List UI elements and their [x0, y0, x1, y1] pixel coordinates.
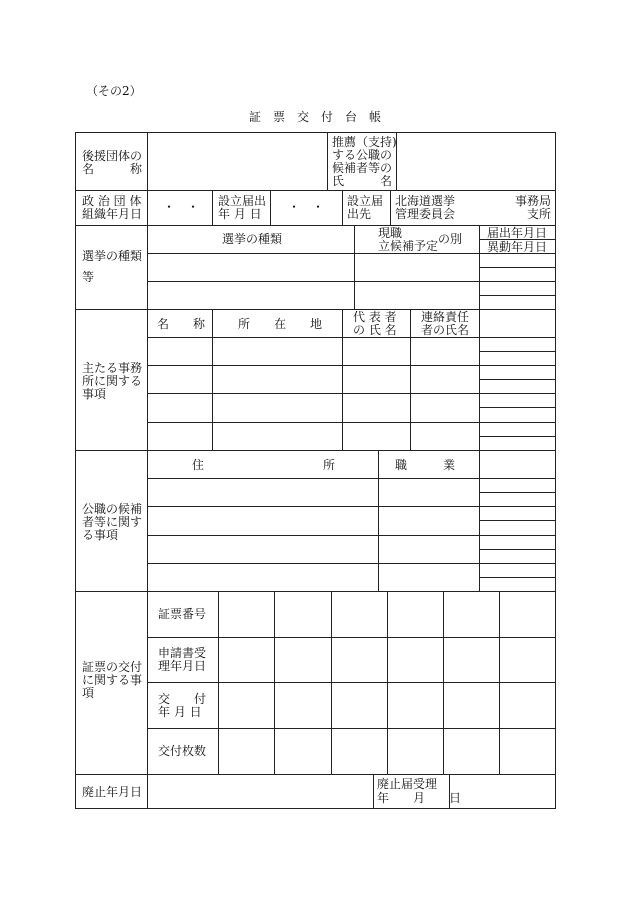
row2-line-c [342, 190, 343, 225]
candidate-row-4 [147, 563, 479, 564]
office-side-2 [479, 351, 556, 352]
status-header-1: 現職 [378, 226, 403, 240]
certificate-number-label: 証票番号 [158, 607, 207, 621]
address-header-1: 住 [192, 458, 205, 472]
representative-header-2: の 氏 名 [353, 323, 397, 337]
election-row-1 [147, 253, 479, 254]
candidate-side-6 [479, 549, 556, 550]
candidate-label-2: 者等に関す [82, 515, 143, 529]
row1-line-a [327, 132, 328, 190]
candidate-name-label-2: する公職の [332, 148, 393, 162]
office-row-2 [147, 365, 479, 366]
cert-row-1 [147, 637, 556, 638]
receipt-date-label-1: 申請書受 [158, 646, 207, 660]
office-side-4 [479, 379, 556, 380]
filing-date-header: 届出年月日 [487, 226, 548, 240]
cert-row-2 [147, 682, 556, 683]
setup-date-label-1: 設立届出 [218, 194, 267, 208]
form-number: （その2） [86, 84, 142, 98]
row2-line-a [212, 190, 213, 225]
cert-row-3 [147, 728, 556, 729]
occupation-header: 職 業 [395, 458, 456, 472]
office-side-7 [479, 422, 556, 423]
office-side-5 [479, 393, 556, 394]
candidate-row-3 [147, 535, 479, 536]
contact-person-header-1: 連絡責任 [421, 310, 470, 324]
office-side-6 [479, 407, 556, 408]
office-location-header: 所 在 地 [238, 317, 323, 331]
office-type-2: 支所 [527, 207, 552, 221]
contact-person-header-2: 者の氏名 [421, 323, 470, 337]
office-label-1: 主たる事務 [82, 361, 143, 375]
candidate-name-label-4: 氏 名 [332, 174, 393, 188]
election-side-4 [479, 281, 556, 282]
candidate-side-4 [479, 520, 556, 521]
representative-header-1: 代 表 者 [353, 310, 397, 324]
candidate-side-8 [479, 577, 556, 578]
election-label-1: 選挙の種類 [82, 249, 143, 263]
certificate-label-3: 項 [82, 686, 95, 700]
candidate-label-3: る事項 [82, 528, 119, 542]
candidate-side-7 [479, 563, 556, 564]
candidate-side-1 [479, 478, 556, 479]
election-type-header: 選挙の種類 [222, 232, 283, 246]
abolish-line-a [373, 774, 374, 809]
change-date-header: 異動年月日 [487, 240, 548, 254]
committee-name-2: 管理委員会 [395, 207, 456, 221]
office-row-4 [147, 422, 479, 423]
address-header-2: 所 [323, 458, 336, 472]
office-line-a [212, 309, 213, 450]
election-label-2: 等 [82, 270, 95, 284]
issue-date-label-2: 年 月 日 [158, 705, 202, 719]
committee-name-1: 北海道選挙 [395, 194, 456, 208]
row2-line-b [270, 190, 271, 225]
office-name-header: 名 称 [157, 317, 206, 331]
receipt-date-label-2: 理年月日 [158, 659, 207, 673]
setup-date-dots: ・ ・ [288, 200, 325, 214]
office-row-3 [147, 393, 479, 394]
office-side-1 [479, 337, 556, 338]
election-line-a [354, 225, 355, 309]
office-row-1 [147, 337, 479, 338]
issue-date-label-1: 交 付 [158, 692, 207, 706]
office-line-b [342, 309, 343, 450]
certificate-label-1: 証票の交付 [82, 660, 143, 674]
office-type-1: 事務局 [515, 194, 552, 208]
candidate-side-3 [479, 506, 556, 507]
label-column-line [147, 132, 148, 809]
setup-date-label-2: 年 月 日 [218, 207, 262, 221]
org-date-label-1: 政 治 団 体 [82, 194, 142, 208]
abolish-receipt-label-1: 廃止届受理 [377, 777, 438, 791]
filing-dest-label-1: 設立届 [347, 194, 384, 208]
election-row-2 [147, 281, 479, 282]
candidate-name-label-3: 候補者等の [332, 161, 393, 175]
candidate-label-1: 公職の候補 [82, 502, 143, 516]
abolish-receipt-label-2: 年 月 日 [377, 791, 462, 805]
row2-line-d [390, 190, 391, 225]
office-line-c [410, 309, 411, 450]
office-side-8 [479, 436, 556, 437]
candidate-side-2 [479, 492, 556, 493]
abolish-date-label: 廃止年月日 [82, 785, 143, 799]
candidate-row-2 [147, 506, 479, 507]
candidate-side-5 [479, 535, 556, 536]
org-date-dots: ・ ・ [163, 200, 200, 214]
office-side-3 [479, 365, 556, 366]
election-side-3 [479, 267, 556, 268]
candidate-line-a [378, 450, 379, 591]
page-title: 証 票 交 付 台 帳 [249, 110, 382, 124]
filing-dest-label-2: 出先 [347, 207, 372, 221]
candidate-name-label-1: 推薦（支持) [332, 135, 397, 149]
certificate-label-2: に関する事 [82, 673, 143, 687]
office-label-3: 事項 [82, 387, 107, 401]
candidate-row-1 [147, 478, 479, 479]
status-header-2: 立候補予定 [378, 239, 439, 253]
support-group-name-label-2: 名 称 [82, 162, 143, 176]
election-side-5 [479, 295, 556, 296]
issue-count-label: 交付枚数 [158, 744, 207, 758]
support-group-name-label: 後援団体の [82, 149, 143, 163]
org-date-label-2: 組織年月日 [82, 207, 143, 221]
status-header-3: の別 [438, 232, 463, 246]
office-label-2: 所に関する [82, 374, 143, 388]
